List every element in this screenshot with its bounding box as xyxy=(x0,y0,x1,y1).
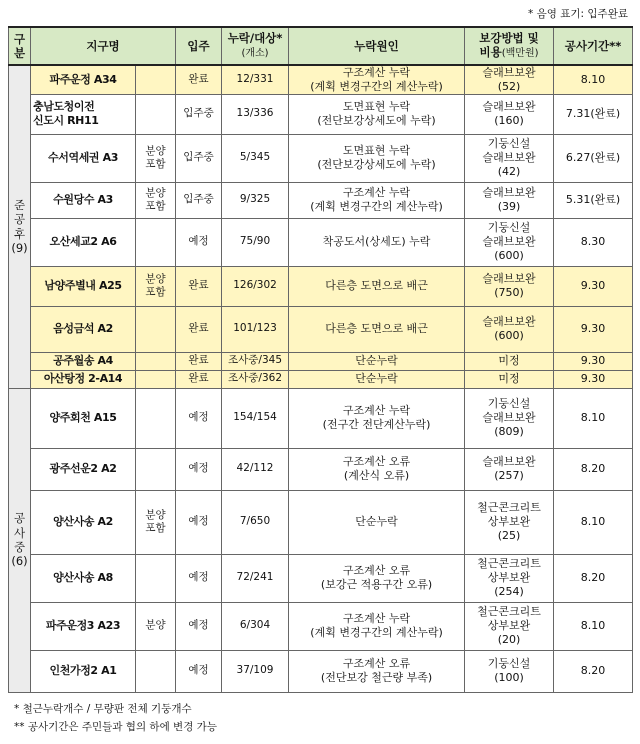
row-cause: 단순누락 xyxy=(289,490,465,554)
row-period: 8.30 xyxy=(554,218,633,266)
header-ratio xyxy=(222,27,289,65)
row-period: 9.30 xyxy=(554,352,633,370)
row-tag xyxy=(136,370,176,388)
row-cause: 구조계산 누락 (전구간 전단계산누락) xyxy=(289,388,465,448)
row-method: 기둥신설 슬래브보완 (600) xyxy=(465,218,554,266)
row-district-name: 파주운정3 A23 xyxy=(31,602,136,650)
group-label: 준 공 후 (9) xyxy=(9,65,31,388)
header-method xyxy=(465,27,554,65)
row-cause: 착공도서(상세도) 누락 xyxy=(289,218,465,266)
row-ratio: 6/304 xyxy=(222,602,289,650)
table-row xyxy=(9,602,633,650)
group-label: 공 사 중 (6) xyxy=(9,388,31,692)
row-ratio: 75/90 xyxy=(222,218,289,266)
row-cause: 구조계산 오류 (계산식 오류) xyxy=(289,448,465,490)
row-status: 완료 xyxy=(176,266,222,306)
row-tag: 분양 xyxy=(136,602,176,650)
row-cause: 도면표현 누락 (전단보강상세도에 누락) xyxy=(289,134,465,182)
row-district-name: 수원당수 A3 xyxy=(31,182,136,218)
footnotes xyxy=(14,700,217,737)
row-period: 8.20 xyxy=(554,448,633,490)
row-tag: 분양 포함 xyxy=(136,134,176,182)
row-tag: 분양 포함 xyxy=(136,266,176,306)
row-status: 예정 xyxy=(176,490,222,554)
table-row xyxy=(9,218,633,266)
footnote-2: ** 공사기간은 주민들과 협의 하에 변경 가능 xyxy=(14,721,217,734)
row-status: 예정 xyxy=(176,448,222,490)
row-method: 기둥신설 슬래브보완 (42) xyxy=(465,134,554,182)
row-cause: 다른층 도면으로 배근 xyxy=(289,306,465,352)
row-ratio: 조사중/362 xyxy=(222,370,289,388)
row-tag xyxy=(136,650,176,692)
row-status: 입주중 xyxy=(176,182,222,218)
row-status: 완료 xyxy=(176,352,222,370)
row-district-name: 수서역세권 A3 xyxy=(31,134,136,182)
row-tag xyxy=(136,94,176,134)
row-district-name: 아산탕정 2-A14 xyxy=(31,370,136,388)
row-tag xyxy=(136,218,176,266)
row-tag xyxy=(136,352,176,370)
row-period: 7.31(완료) xyxy=(554,94,633,134)
row-period: 8.10 xyxy=(554,388,633,448)
row-method: 슬래브보완 (750) xyxy=(465,266,554,306)
header-ratio-label: 누락/대상* xyxy=(227,31,283,46)
row-ratio: 126/302 xyxy=(222,266,289,306)
row-method: 미정 xyxy=(465,352,554,370)
row-ratio: 101/123 xyxy=(222,306,289,352)
table-row xyxy=(9,388,633,448)
table-row xyxy=(9,266,633,306)
row-period: 8.20 xyxy=(554,554,633,602)
row-method: 철근콘크리트 상부보완 (20) xyxy=(465,602,554,650)
row-ratio: 13/336 xyxy=(222,94,289,134)
row-status: 예정 xyxy=(176,650,222,692)
row-status: 예정 xyxy=(176,602,222,650)
row-ratio: 154/154 xyxy=(222,388,289,448)
row-period: 8.10 xyxy=(554,65,633,94)
row-tag xyxy=(136,306,176,352)
row-method: 기둥신설 슬래브보완 (809) xyxy=(465,388,554,448)
row-district-name: 음성금석 A2 xyxy=(31,306,136,352)
row-district-name: 충남도청이전 신도시 RH11 xyxy=(31,94,136,134)
table-row xyxy=(9,94,633,134)
row-method: 슬래브보완 (52) xyxy=(465,65,554,94)
row-cause: 구조계산 누락 (계획 변경구간의 계산누락) xyxy=(289,182,465,218)
row-cause: 구조계산 오류 (전단보강 철근량 부족) xyxy=(289,650,465,692)
row-status: 예정 xyxy=(176,554,222,602)
table-row xyxy=(9,650,633,692)
row-district-name: 공주월송 A4 xyxy=(31,352,136,370)
row-ratio: 12/331 xyxy=(222,65,289,94)
rebar-omission-table xyxy=(8,26,633,693)
row-period: 8.10 xyxy=(554,602,633,650)
row-status: 예정 xyxy=(176,218,222,266)
header-method-label: 보강방법 및 비용 xyxy=(479,31,539,60)
row-district-name: 광주선운2 A2 xyxy=(31,448,136,490)
row-status: 입주중 xyxy=(176,134,222,182)
table-row xyxy=(9,65,633,94)
row-cause: 구조계산 누락 (계획 변경구간의 계산누락) xyxy=(289,65,465,94)
row-cause: 도면표현 누락 (전단보강상세도에 누락) xyxy=(289,94,465,134)
table-row xyxy=(9,182,633,218)
header-move-in: 입주 xyxy=(176,27,222,65)
row-method: 기둥신설 (100) xyxy=(465,650,554,692)
row-tag xyxy=(136,388,176,448)
row-method: 슬래브보완 (160) xyxy=(465,94,554,134)
table-row xyxy=(9,306,633,352)
row-method: 미정 xyxy=(465,370,554,388)
row-period: 8.20 xyxy=(554,650,633,692)
table-row xyxy=(9,370,633,388)
header-ratio-unit: (개소) xyxy=(241,48,269,60)
row-ratio: 42/112 xyxy=(222,448,289,490)
row-ratio: 37/109 xyxy=(222,650,289,692)
row-method: 슬래브보완 (257) xyxy=(465,448,554,490)
header-category: 구 분 xyxy=(9,27,31,65)
row-cause: 단순누락 xyxy=(289,352,465,370)
header-cause: 누락원인 xyxy=(289,27,465,65)
row-status: 입주중 xyxy=(176,94,222,134)
table-row xyxy=(9,134,633,182)
table-row xyxy=(9,448,633,490)
table-row xyxy=(9,490,633,554)
row-period: 9.30 xyxy=(554,306,633,352)
row-ratio: 72/241 xyxy=(222,554,289,602)
row-method: 철근콘크리트 상부보완 (254) xyxy=(465,554,554,602)
row-district-name: 인천가정2 A1 xyxy=(31,650,136,692)
row-status: 완료 xyxy=(176,306,222,352)
row-tag xyxy=(136,65,176,94)
row-period: 8.10 xyxy=(554,490,633,554)
row-method: 슬래브보완 (600) xyxy=(465,306,554,352)
row-status: 완료 xyxy=(176,370,222,388)
table-row xyxy=(9,554,633,602)
row-period: 6.27(완료) xyxy=(554,134,633,182)
row-district-name: 양산사송 A2 xyxy=(31,490,136,554)
row-district-name: 남양주별내 A25 xyxy=(31,266,136,306)
row-period: 5.31(완료) xyxy=(554,182,633,218)
footnote-1: * 철근누락개수 / 무량판 전체 기둥개수 xyxy=(14,703,192,715)
row-tag xyxy=(136,554,176,602)
header-district: 지구명 xyxy=(31,27,176,65)
row-cause: 구조계산 누락 (계획 변경구간의 계산누락) xyxy=(289,602,465,650)
header-method-unit: (백만원) xyxy=(501,48,539,60)
table-body xyxy=(9,65,633,692)
row-tag: 분양 포함 xyxy=(136,490,176,554)
table-row xyxy=(9,352,633,370)
row-ratio: 조사중/345 xyxy=(222,352,289,370)
header-row xyxy=(9,27,633,65)
row-ratio: 9/325 xyxy=(222,182,289,218)
row-method: 슬래브보완 (39) xyxy=(465,182,554,218)
row-period: 9.30 xyxy=(554,266,633,306)
row-cause: 단순누락 xyxy=(289,370,465,388)
row-district-name: 오산세교2 A6 xyxy=(31,218,136,266)
row-cause: 다른층 도면으로 배근 xyxy=(289,266,465,306)
row-method: 철근콘크리트 상부보완 (25) xyxy=(465,490,554,554)
row-status: 예정 xyxy=(176,388,222,448)
row-district-name: 양산사송 A8 xyxy=(31,554,136,602)
row-tag xyxy=(136,448,176,490)
row-tag: 분양 포함 xyxy=(136,182,176,218)
row-district-name: 파주운정 A34 xyxy=(31,65,136,94)
shading-legend: * 음영 표기: 입주완료 xyxy=(528,8,628,20)
row-ratio: 5/345 xyxy=(222,134,289,182)
row-ratio: 7/650 xyxy=(222,490,289,554)
row-status: 완료 xyxy=(176,65,222,94)
header-period: 공사기간** xyxy=(554,27,633,65)
row-period: 9.30 xyxy=(554,370,633,388)
row-district-name: 양주회천 A15 xyxy=(31,388,136,448)
row-cause: 구조계산 오류 (보강근 적용구간 오류) xyxy=(289,554,465,602)
